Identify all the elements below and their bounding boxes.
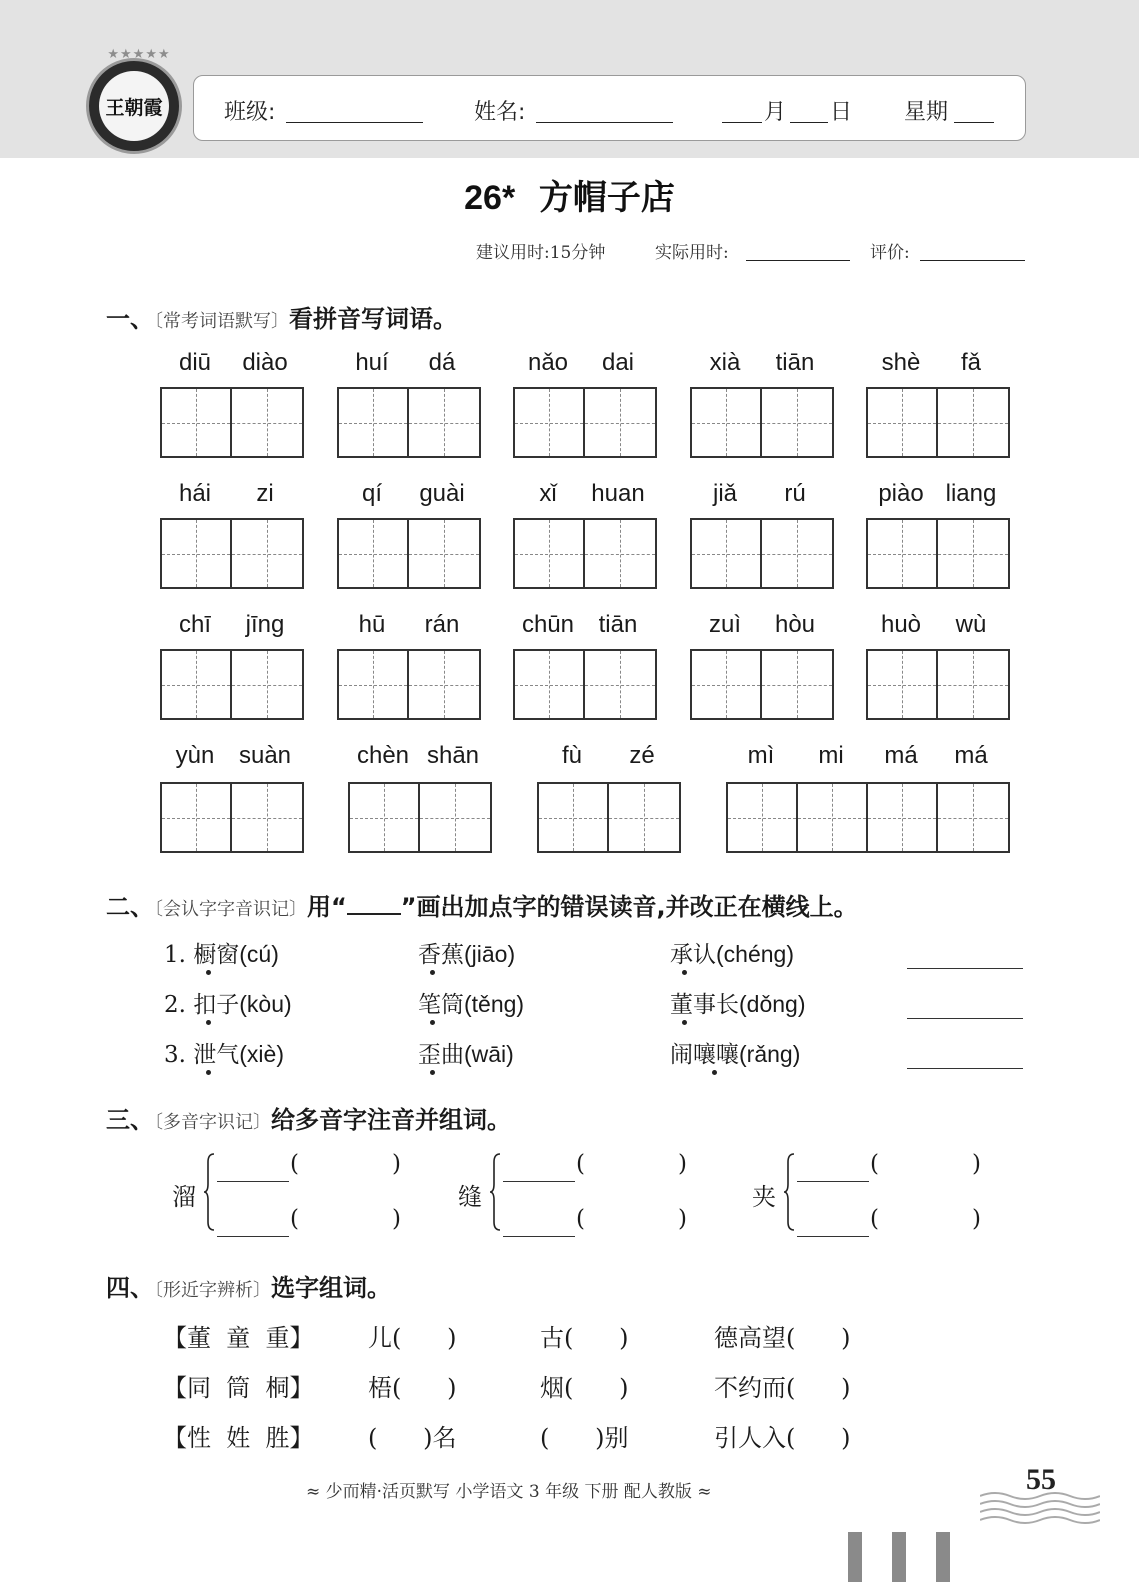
pinyin-label: liang bbox=[945, 480, 997, 507]
emphasis-dot-icon bbox=[206, 1070, 211, 1075]
suggested-time: 建议用时:15分钟 bbox=[476, 243, 606, 263]
tian-zi-cell[interactable] bbox=[232, 520, 302, 587]
reading: (těng) bbox=[464, 991, 525, 1017]
pinyin-blank-open[interactable]: ( bbox=[290, 1151, 299, 1177]
tian-zi-cell[interactable] bbox=[868, 520, 938, 587]
curly-brace-icon bbox=[783, 1152, 795, 1232]
tian-zi-cell[interactable] bbox=[232, 651, 302, 718]
tian-zi-cell[interactable] bbox=[585, 389, 655, 456]
day-label: 日 bbox=[830, 100, 853, 125]
edge-mark bbox=[936, 1532, 950, 1582]
pinyin-blank-close: ) bbox=[972, 1206, 981, 1232]
pronunciation-item bbox=[164, 936, 279, 969]
tian-zi-cell[interactable] bbox=[515, 520, 585, 587]
word-blank[interactable] bbox=[797, 1236, 869, 1237]
name-field[interactable] bbox=[536, 122, 673, 123]
tian-zi-cell[interactable] bbox=[692, 389, 762, 456]
pinyin-label: dai bbox=[601, 349, 635, 376]
page-number: 55 bbox=[1026, 1463, 1056, 1496]
writing-grid[interactable] bbox=[160, 387, 304, 458]
section-4-heading: 四、〔形近字辨析〕选字组词。 bbox=[106, 1274, 391, 1302]
pronunciation-item bbox=[670, 1036, 800, 1069]
pinyin-blank-close: ) bbox=[678, 1151, 687, 1177]
pronunciation-item bbox=[418, 936, 515, 969]
pinyin-blank-close: ) bbox=[392, 1206, 401, 1232]
word: 香蕉 bbox=[418, 942, 464, 968]
pinyin-label: hái bbox=[178, 480, 212, 507]
tian-zi-cell[interactable] bbox=[868, 784, 938, 851]
pinyin-blank-open[interactable]: ( bbox=[870, 1151, 879, 1177]
fill-blank-item[interactable]: 不约而( ) bbox=[714, 1374, 851, 1402]
tian-zi-cell[interactable] bbox=[585, 651, 655, 718]
tian-zi-cell[interactable] bbox=[232, 784, 302, 851]
writing-grid[interactable] bbox=[726, 782, 1010, 853]
writing-grid[interactable] bbox=[513, 387, 657, 458]
footer-text: ≈ 少而精·活页默写 小学语文 3 年级 下册 配人教版 ≈ bbox=[306, 1482, 712, 1502]
tian-zi-cell[interactable] bbox=[609, 784, 679, 851]
pronunciation-item bbox=[164, 1036, 284, 1069]
pinyin-label: zé bbox=[629, 742, 655, 769]
reading: (rǎng) bbox=[739, 1041, 801, 1067]
pinyin-label: má bbox=[884, 742, 918, 769]
writing-grid[interactable] bbox=[866, 518, 1010, 589]
tian-zi-cell[interactable] bbox=[339, 651, 409, 718]
tian-zi-cell[interactable] bbox=[692, 520, 762, 587]
polyphone-char: 夹 bbox=[752, 1183, 776, 1211]
reading: (cú) bbox=[239, 941, 279, 967]
fill-blank-item[interactable]: 德高望( ) bbox=[714, 1324, 851, 1352]
pinyin-label: dá bbox=[428, 349, 456, 376]
pinyin-label: nǎo bbox=[527, 349, 569, 376]
pinyin-label: mi bbox=[818, 742, 844, 769]
tian-zi-cell[interactable] bbox=[868, 389, 938, 456]
word: 1. 橱窗 bbox=[164, 942, 240, 968]
tian-zi-cell[interactable] bbox=[515, 651, 585, 718]
section-1-heading: 一、〔常考词语默写〕看拼音写词语。 bbox=[106, 305, 457, 333]
emphasis-dot-icon bbox=[430, 1020, 435, 1025]
actual-time-label: 实际用时: bbox=[655, 243, 729, 263]
pinyin-label: rán bbox=[424, 611, 460, 638]
emphasis-dot-icon bbox=[712, 1070, 717, 1075]
pinyin-label: tiān bbox=[775, 349, 815, 376]
tian-zi-cell[interactable] bbox=[938, 520, 1008, 587]
edge-mark bbox=[892, 1532, 906, 1582]
word: 笔筒 bbox=[418, 992, 464, 1018]
pinyin-blank-open[interactable]: ( bbox=[290, 1206, 299, 1232]
writing-grid[interactable] bbox=[337, 518, 481, 589]
pronunciation-item bbox=[670, 936, 794, 969]
reading: (chéng) bbox=[716, 941, 794, 967]
word-blank[interactable] bbox=[217, 1236, 289, 1237]
reading: (wāi) bbox=[464, 1041, 514, 1067]
pinyin-label: zi bbox=[256, 480, 274, 507]
word: 2. 扣子 bbox=[164, 992, 240, 1018]
tian-zi-cell[interactable] bbox=[762, 520, 832, 587]
char-group: 【同 筒 桐】 bbox=[163, 1374, 314, 1402]
answer-line[interactable] bbox=[907, 1018, 1023, 1019]
writing-grid[interactable] bbox=[160, 649, 304, 720]
logo-text: 王朝霞 bbox=[99, 71, 169, 141]
pinyin-label: xià bbox=[709, 349, 741, 376]
star-icon: ★★★★★ bbox=[107, 47, 171, 62]
tian-zi-cell[interactable] bbox=[162, 520, 232, 587]
fill-blank-item[interactable]: 儿( ) bbox=[368, 1324, 457, 1352]
writing-grid[interactable] bbox=[690, 387, 834, 458]
pinyin-label: yùn bbox=[175, 742, 215, 769]
pinyin-blank-close: ) bbox=[972, 1151, 981, 1177]
tian-zi-cell[interactable] bbox=[339, 389, 409, 456]
answer-line[interactable] bbox=[907, 1068, 1023, 1069]
pronunciation-item bbox=[164, 986, 292, 1019]
pinyin-label: chèn bbox=[356, 742, 410, 769]
emphasis-dot-icon bbox=[206, 1020, 211, 1025]
fill-blank-item[interactable]: 梧( ) bbox=[368, 1374, 457, 1402]
pronunciation-item bbox=[418, 986, 524, 1019]
emphasis-dot-icon bbox=[682, 1020, 687, 1025]
tian-zi-cell[interactable] bbox=[339, 520, 409, 587]
evaluation-field[interactable] bbox=[920, 260, 1025, 261]
fill-blank-item[interactable]: 烟( ) bbox=[540, 1374, 629, 1402]
tian-zi-cell[interactable] bbox=[232, 389, 302, 456]
tian-zi-cell[interactable] bbox=[162, 784, 232, 851]
pinyin-blank-open[interactable]: ( bbox=[576, 1206, 585, 1232]
fill-blank-item[interactable]: 古( ) bbox=[540, 1324, 629, 1352]
fill-blank-item[interactable]: 引人入( ) bbox=[714, 1424, 851, 1452]
reading: (xiè) bbox=[239, 1041, 284, 1067]
class-field[interactable] bbox=[286, 122, 423, 123]
fill-blank-item[interactable]: ( )名 bbox=[368, 1424, 457, 1452]
word: 歪曲 bbox=[418, 1042, 464, 1068]
lesson-number: 26* bbox=[464, 179, 516, 217]
emphasis-dot-icon bbox=[206, 970, 211, 975]
writing-grid[interactable] bbox=[348, 782, 492, 853]
word-blank[interactable] bbox=[503, 1236, 575, 1237]
pinyin-label: jīng bbox=[245, 611, 285, 638]
tian-zi-cell[interactable] bbox=[420, 784, 490, 851]
tian-zi-cell[interactable] bbox=[409, 389, 479, 456]
month-field[interactable] bbox=[722, 122, 762, 123]
writing-grid[interactable] bbox=[537, 782, 681, 853]
pinyin-label: fǎ bbox=[960, 349, 981, 376]
pinyin-blank-open[interactable]: ( bbox=[870, 1206, 879, 1232]
pinyin-label: má bbox=[954, 742, 988, 769]
writing-grid[interactable] bbox=[690, 649, 834, 720]
polyphone-char: 溜 bbox=[172, 1183, 196, 1211]
weekday-label: 星期 bbox=[904, 100, 949, 125]
pinyin-label: jiǎ bbox=[712, 480, 737, 507]
reading: (dǒng) bbox=[739, 991, 806, 1017]
curly-brace-icon bbox=[489, 1152, 501, 1232]
word-blank[interactable] bbox=[797, 1181, 869, 1182]
emphasis-dot-icon bbox=[682, 970, 687, 975]
curly-brace-icon bbox=[203, 1152, 215, 1232]
pinyin-label: shè bbox=[881, 349, 921, 376]
tian-zi-cell[interactable] bbox=[798, 784, 868, 851]
word: 3. 泄气 bbox=[164, 1042, 240, 1068]
lesson-name: 方帽子店 bbox=[538, 178, 675, 218]
pinyin-label: xǐ bbox=[539, 480, 557, 507]
pronunciation-item bbox=[670, 986, 805, 1019]
pinyin-label: piào bbox=[878, 480, 924, 507]
writing-grid[interactable] bbox=[866, 649, 1010, 720]
pinyin-label: diū bbox=[178, 349, 212, 376]
emphasis-dot-icon bbox=[430, 1070, 435, 1075]
tian-zi-cell[interactable] bbox=[350, 784, 420, 851]
writing-grid[interactable] bbox=[513, 649, 657, 720]
char-group: 【性 姓 胜】 bbox=[163, 1424, 314, 1452]
pinyin-blank-open[interactable]: ( bbox=[576, 1151, 585, 1177]
tian-zi-cell[interactable] bbox=[162, 389, 232, 456]
word-blank[interactable] bbox=[217, 1181, 289, 1182]
writing-grid[interactable] bbox=[866, 387, 1010, 458]
weekday-field[interactable] bbox=[954, 122, 994, 123]
pronunciation-item bbox=[418, 1036, 514, 1069]
tian-zi-cell[interactable] bbox=[762, 389, 832, 456]
writing-grid[interactable] bbox=[513, 518, 657, 589]
answer-line[interactable] bbox=[907, 968, 1023, 969]
writing-grid[interactable] bbox=[160, 782, 304, 853]
tian-zi-cell[interactable] bbox=[539, 784, 609, 851]
tian-zi-cell[interactable] bbox=[409, 651, 479, 718]
pinyin-label: mì bbox=[747, 742, 775, 769]
day-field[interactable] bbox=[790, 122, 828, 123]
actual-time-field[interactable] bbox=[746, 260, 850, 261]
pinyin-label: chūn bbox=[521, 611, 575, 638]
pinyin-label: huò bbox=[880, 611, 922, 638]
pinyin-label: chī bbox=[178, 611, 211, 638]
section-3-heading: 三、〔多音字识记〕给多音字注音并组词。 bbox=[106, 1106, 511, 1134]
pinyin-label: hòu bbox=[774, 611, 816, 638]
reading: (jiāo) bbox=[464, 941, 516, 967]
tian-zi-cell[interactable] bbox=[409, 520, 479, 587]
tian-zi-cell[interactable] bbox=[938, 784, 1008, 851]
word: 董事长 bbox=[670, 992, 739, 1018]
polyphone-char: 缝 bbox=[458, 1183, 482, 1211]
writing-grid[interactable] bbox=[160, 518, 304, 589]
pinyin-label: guài bbox=[419, 480, 465, 507]
tian-zi-cell[interactable] bbox=[162, 651, 232, 718]
word-blank[interactable] bbox=[503, 1181, 575, 1182]
tian-zi-cell[interactable] bbox=[692, 651, 762, 718]
student-info-box bbox=[193, 75, 1026, 141]
reading: (kòu) bbox=[239, 991, 292, 1017]
word: 承认 bbox=[670, 942, 716, 968]
tian-zi-cell[interactable] bbox=[585, 520, 655, 587]
pinyin-blank-close: ) bbox=[678, 1206, 687, 1232]
month-label: 月 bbox=[764, 100, 787, 125]
pinyin-label: fù bbox=[561, 742, 582, 769]
pinyin-label: tiān bbox=[598, 611, 638, 638]
pinyin-label: wù bbox=[955, 611, 987, 638]
edge-mark bbox=[848, 1532, 862, 1582]
class-label: 班级: bbox=[224, 100, 276, 125]
pinyin-label: huí bbox=[355, 349, 389, 376]
tian-zi-cell[interactable] bbox=[515, 389, 585, 456]
writing-grid[interactable] bbox=[690, 518, 834, 589]
word: 闹嚷嚷 bbox=[670, 1042, 739, 1068]
pinyin-label: suàn bbox=[238, 742, 292, 769]
name-label: 姓名: bbox=[474, 100, 526, 125]
pinyin-label: huan bbox=[591, 480, 645, 507]
tian-zi-cell[interactable] bbox=[762, 651, 832, 718]
evaluation-label: 评价: bbox=[870, 243, 910, 263]
tian-zi-cell[interactable] bbox=[728, 784, 798, 851]
pinyin-label: diào bbox=[242, 349, 288, 376]
tian-zi-cell[interactable] bbox=[938, 389, 1008, 456]
pinyin-label: hū bbox=[358, 611, 386, 638]
publisher-logo bbox=[86, 47, 182, 154]
wave-decoration-icon bbox=[980, 1488, 1100, 1528]
pinyin-label: rú bbox=[784, 480, 806, 507]
pinyin-label: zuì bbox=[708, 611, 741, 638]
char-group: 【董 童 重】 bbox=[163, 1324, 314, 1352]
pinyin-label: qí bbox=[361, 480, 382, 507]
fill-blank-item[interactable]: ( )别 bbox=[540, 1424, 629, 1452]
tian-zi-cell[interactable] bbox=[868, 651, 938, 718]
writing-grid[interactable] bbox=[337, 649, 481, 720]
tian-zi-cell[interactable] bbox=[938, 651, 1008, 718]
pinyin-blank-close: ) bbox=[392, 1151, 401, 1177]
emphasis-dot-icon bbox=[430, 970, 435, 975]
pinyin-label: shān bbox=[426, 742, 480, 769]
writing-grid[interactable] bbox=[337, 387, 481, 458]
lesson-title bbox=[0, 170, 1139, 219]
section-2-heading: 二、〔会认字字音识记〕用“ ”画出加点字的错误读音,并改正在横线上。 bbox=[106, 893, 858, 921]
